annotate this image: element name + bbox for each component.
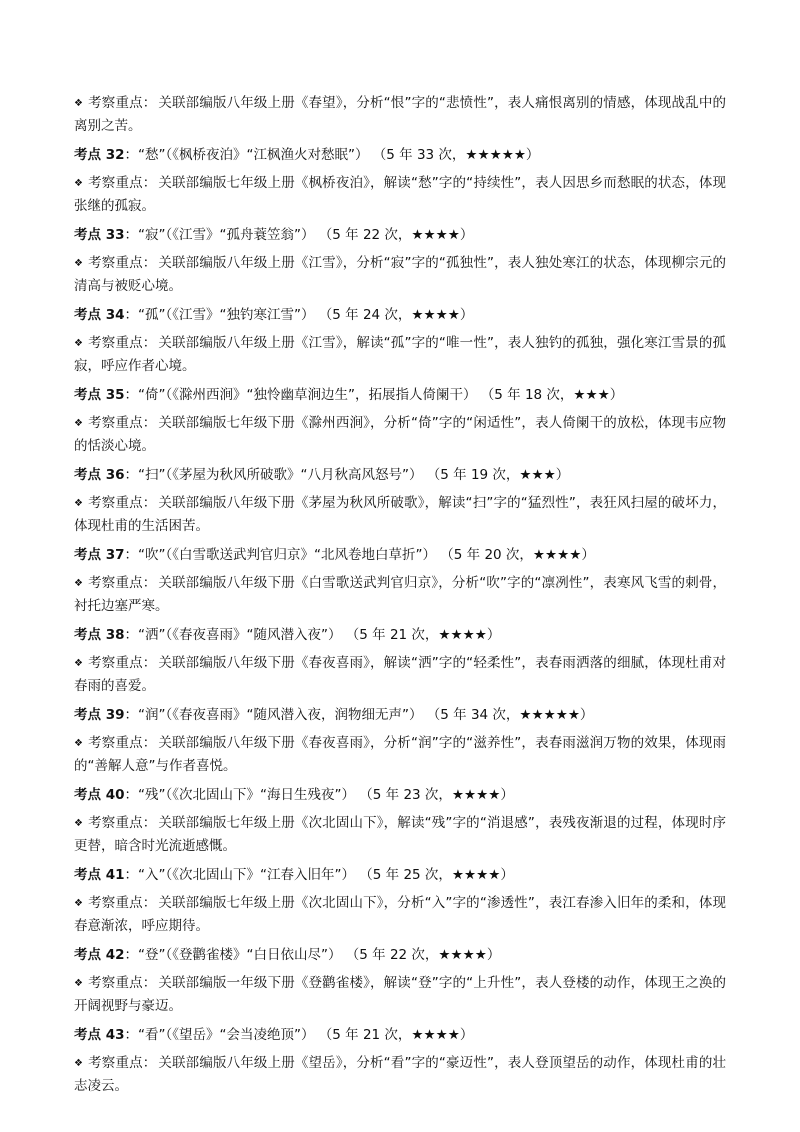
diamond-bullet-icon: ❖ <box>74 738 83 749</box>
diamond-bullet-icon: ❖ <box>74 898 83 909</box>
exam-point-title: ：“入”（《次北固山下》“江春入旧年”） （5 年 25 次，★★★★） <box>124 867 514 883</box>
focus-text: 关联部编版八年级上册《江雪》，解读“孤”字的“唯一性”，表人独钓的孤独，强化寒江雪景的孤寂，呼应作者心境。 <box>74 335 726 374</box>
exam-point-label: 考点 35 <box>74 387 125 403</box>
exam-point-heading <box>74 384 726 406</box>
focus-text: 关联部编版七年级上册《枫桥夜泊》，解读“愁”字的“持续性”，表人因思乡而愁眠的状态，体现张继的孤寂。 <box>74 175 726 214</box>
focus-label: 考察重点： <box>88 895 157 911</box>
focus-text: 关联部编版八年级上册《望岳》，分析“看”字的“豪迈性”，表人登顶望岳的动作，体现杜甫的壮志凌云。 <box>74 1055 726 1094</box>
focus-paragraph <box>74 812 726 857</box>
focus-label: 考察重点： <box>88 975 157 991</box>
focus-label: 考察重点： <box>88 575 157 591</box>
focus-text: 关联部编版一年级下册《登鹳雀楼》，解读“登”字的“上升性”，表人登楼的动作，体现王之涣的开阔视野与豪迈。 <box>74 975 726 1014</box>
exam-point-heading <box>74 704 726 726</box>
focus-label: 考察重点： <box>88 495 157 511</box>
focus-paragraph <box>74 572 726 617</box>
exam-point-title: ：“扫”（《茅屋为秋风所破歌》“八月秋高风怒号”） （5 年 19 次，★★★） <box>124 467 570 483</box>
diamond-bullet-icon: ❖ <box>74 658 83 669</box>
focus-paragraph <box>74 492 726 537</box>
focus-label: 考察重点： <box>88 815 157 831</box>
focus-paragraph <box>74 652 726 697</box>
focus-label: 考察重点： <box>88 175 157 191</box>
exam-point-title: ：“看”（《望岳》“会当凌绝顶”） （5 年 21 次，★★★★） <box>124 1027 474 1043</box>
exam-point-heading <box>74 304 726 326</box>
exam-point-title: ：“孤”（《江雪》“独钓寒江雪”） （5 年 24 次，★★★★） <box>124 307 474 323</box>
exam-point-label: 考点 37 <box>74 547 125 563</box>
exam-point-label: 考点 36 <box>74 467 125 483</box>
diamond-bullet-icon: ❖ <box>74 498 83 509</box>
focus-paragraph <box>74 172 726 217</box>
exam-point-title: ：“润”（《春夜喜雨》“随风潜入夜，润物细无声”） （5 年 34 次，★★★★★） <box>124 707 594 723</box>
exam-point-label: 考点 39 <box>74 707 125 723</box>
diamond-bullet-icon: ❖ <box>74 418 83 429</box>
focus-label: 考察重点： <box>88 415 157 431</box>
exam-point-heading <box>74 544 726 566</box>
focus-label: 考察重点： <box>88 255 157 271</box>
focus-text: 关联部编版八年级下册《茅屋为秋风所破歌》，解读“扫”字的“猛烈性”，表狂风扫屋的破坏力，体现杜甫的生活困苦。 <box>74 495 726 534</box>
exam-point-heading <box>74 1024 726 1046</box>
exam-point-label: 考点 43 <box>74 1027 125 1043</box>
diamond-bullet-icon: ❖ <box>74 178 83 189</box>
focus-label: 考察重点： <box>88 1055 157 1071</box>
exam-point-heading <box>74 864 726 886</box>
focus-label: 考察重点： <box>88 735 157 751</box>
exam-point-title: ：“登”（《登鹳雀楼》“白日依山尽”） （5 年 22 次，★★★★） <box>124 947 501 963</box>
focus-text: 关联部编版八年级下册《春夜喜雨》，分析“润”字的“滋养性”，表春雨滋润万物的效果，体现雨的“善解人意”与作者喜悦。 <box>74 735 726 774</box>
focus-paragraph <box>74 892 726 937</box>
exam-point-label: 考点 42 <box>74 947 125 963</box>
diamond-bullet-icon: ❖ <box>74 818 83 829</box>
diamond-bullet-icon: ❖ <box>74 978 83 989</box>
exam-point-heading <box>74 144 726 166</box>
focus-paragraph <box>74 1052 726 1097</box>
exam-point-label: 考点 32 <box>74 147 125 163</box>
focus-paragraph <box>74 972 726 1017</box>
focus-text: 关联部编版七年级上册《次北固山下》，解读“残”字的“消退感”，表残夜渐退的过程，体现时序更替，暗含时光流逝感慨。 <box>74 815 726 854</box>
focus-text: 关联部编版七年级下册《滁州西涧》，分析“倚”字的“闲适性”，表人倚阑干的放松，体现韦应物的恬淡心境。 <box>74 415 726 454</box>
exam-point-title: ：“洒”（《春夜喜雨》“随风潜入夜”） （5 年 21 次，★★★★） <box>124 627 501 643</box>
exam-point-title: ：“吹”（《白雪歌送武判官归京》“北风卷地白草折”） （5 年 20 次，★★★★） <box>124 547 595 563</box>
focus-paragraph <box>74 92 726 137</box>
diamond-bullet-icon: ❖ <box>74 578 83 589</box>
focus-paragraph <box>74 332 726 377</box>
exam-point-label: 考点 38 <box>74 627 125 643</box>
diamond-bullet-icon: ❖ <box>74 338 83 349</box>
exam-point-list <box>74 144 726 1097</box>
exam-point-label: 考点 34 <box>74 307 125 323</box>
exam-point-title: ：“寂”（《江雪》“孤舟蓑笠翁”） （5 年 22 次，★★★★） <box>124 227 474 243</box>
focus-text: 关联部编版八年级下册《白雪歌送武判官归京》，分析“吹”字的“凛冽性”，表寒风飞雪的刺骨，衬托边塞严寒。 <box>74 575 726 614</box>
focus-paragraph <box>74 732 726 777</box>
exam-point-heading <box>74 944 726 966</box>
focus-label: 考察重点： <box>88 655 157 671</box>
exam-point-label: 考点 33 <box>74 227 125 243</box>
exam-point-label: 考点 41 <box>74 867 125 883</box>
exam-point-label: 考点 40 <box>74 787 125 803</box>
focus-text: 关联部编版八年级下册《春夜喜雨》，解读“洒”字的“轻柔性”，表春雨洒落的细腻，体现杜甫对春雨的喜爱。 <box>74 655 726 694</box>
document-body <box>74 92 726 1104</box>
diamond-bullet-icon: ❖ <box>74 98 83 109</box>
exam-point-heading <box>74 464 726 486</box>
exam-point-heading <box>74 624 726 646</box>
focus-label: 考察重点： <box>88 335 157 351</box>
exam-point-heading <box>74 784 726 806</box>
exam-point-title: ：“倚”（《滁州西涧》“独怜幽草涧边生”，拓展指人倚阑干） （5 年 18 次，★★★） <box>124 387 624 403</box>
diamond-bullet-icon: ❖ <box>74 1058 83 1069</box>
focus-paragraph <box>74 252 726 297</box>
focus-text: 关联部编版七年级上册《次北固山下》，分析“入”字的“渗透性”，表江春渗入旧年的柔和，体现春意渐浓，呼应期待。 <box>74 895 726 934</box>
exam-point-heading <box>74 224 726 246</box>
focus-text: 关联部编版八年级上册《江雪》，分析“寂”字的“孤独性”，表人独处寒江的状态，体现柳宗元的清高与被贬心境。 <box>74 255 726 294</box>
focus-paragraph <box>74 412 726 457</box>
exam-point-title: ：“愁”（《枫桥夜泊》“江枫渔火对愁眠”） （5 年 33 次，★★★★★） <box>124 147 540 163</box>
exam-point-title: ：“残”（《次北固山下》“海日生残夜”） （5 年 23 次，★★★★） <box>124 787 514 803</box>
focus-text: 关联部编版八年级上册《春望》，分析“恨”字的“悲愤性”，表人痛恨离别的情感，体现战乱中的离别之苦。 <box>74 95 726 134</box>
diamond-bullet-icon: ❖ <box>74 258 83 269</box>
focus-label: 考察重点： <box>88 95 157 111</box>
